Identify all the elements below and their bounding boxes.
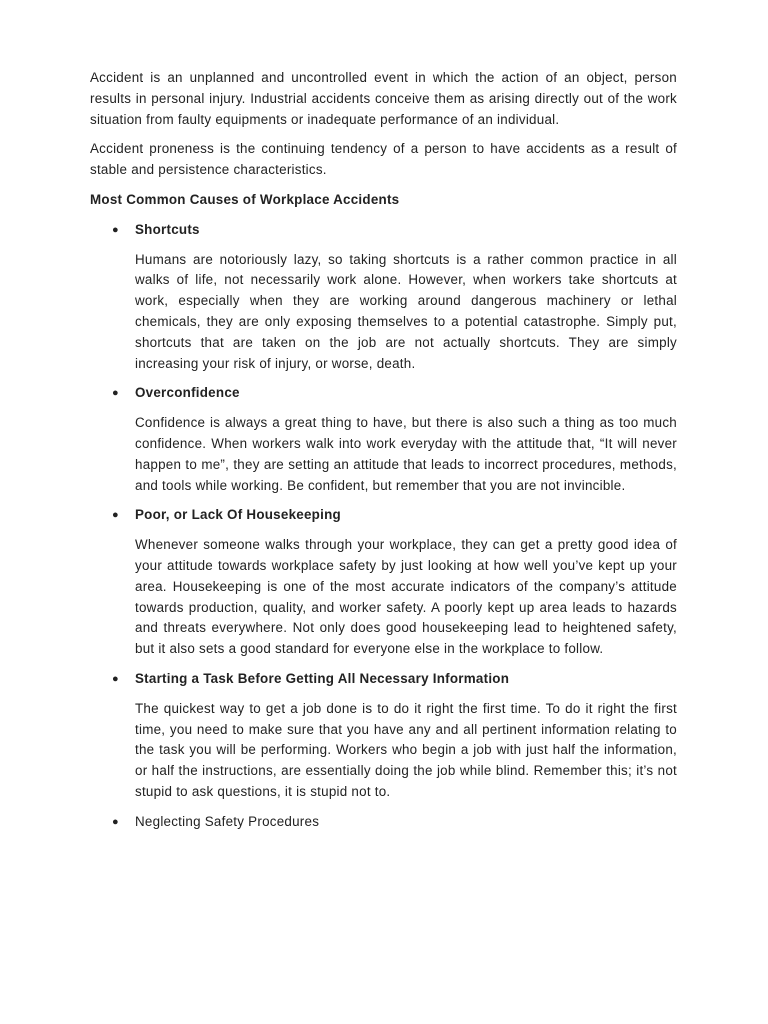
cause-title: Overconfidence [135,385,240,401]
intro-paragraph-2: Accident proneness is the continuing tendency of a person to have accidents as a result of stable and persistence characteristics. [90,141,677,178]
bullet-icon: ● [112,387,119,400]
bullet-icon: ● [112,223,119,236]
cause-body: Humans are notoriously lazy, so taking shortcuts is a rather common practice in all walks of life, not necessarily work alone. However, when workers take shortcuts at work, especially when they are working around dangerous machinery or lethal chemicals, they are only exposing themselves to a potential catastrophe. Simply put, shortcuts that are taken on the job are not actually shortcuts. They are simply increasing your risk of injury, or worse, death. [135,251,677,371]
cause-item-overconfidence [90,383,677,496]
section-heading: Most Common Causes of Workplace Accidents [90,191,400,207]
cause-title: Shortcuts [135,221,200,237]
bullet-icon: ● [112,815,119,828]
cause-body: Confidence is always a great thing to have, but there is also such a thing as too much confidence. When workers walk into work everyday with the attitude that, “It will never happen to me”, they are setting an attitude that leads to incorrect procedures, methods, and tools while working. Be confident, but remember that you are not invincible. [135,415,677,493]
cause-item-housekeeping [90,505,677,660]
cause-title: Poor, or Lack Of Housekeeping [135,507,341,523]
cause-title: Starting a Task Before Getting All Necessary Information [135,670,510,686]
cause-item-shortcuts [90,220,677,375]
cause-title: Neglecting Safety Procedures [135,813,320,829]
document-page [90,68,677,842]
bullet-icon: ● [112,672,119,685]
bullet-icon: ● [112,509,119,522]
cause-item-neglecting-safety [90,812,677,833]
intro-paragraph-1: Accident is an unplanned and uncontrolled event in which the action of an object, person results in personal injury. Industrial accidents conceive them as arising directly out of the work situation from faulty equipments or inadequate performance of an individual. [90,70,677,127]
cause-body: The quickest way to get a job done is to do it right the first time. To do it right the first time, you need to make sure that you have any and all pertinent information relating to the task you will be performing. Workers who begin a job with just half the information, or half the instructions, are essentially doing the job while blind. Remember this; it’s not stupid to ask questions, it is stupid not to. [135,700,677,799]
cause-item-starting-task [90,669,677,803]
cause-body: Whenever someone walks through your workplace, they can get a pretty good idea of your attitude towards workplace safety by just looking at how well you’ve kept up your area. Housekeeping is one of the most accurate indicators of the company’s attitude towards production, quality, and worker safety. A poorly kept up area leads to hazards and threats everywhere. Not only does good housekeeping lead to heightened safety, but it also sets a good standard for everyone else in the workplace to follow. [135,537,677,657]
